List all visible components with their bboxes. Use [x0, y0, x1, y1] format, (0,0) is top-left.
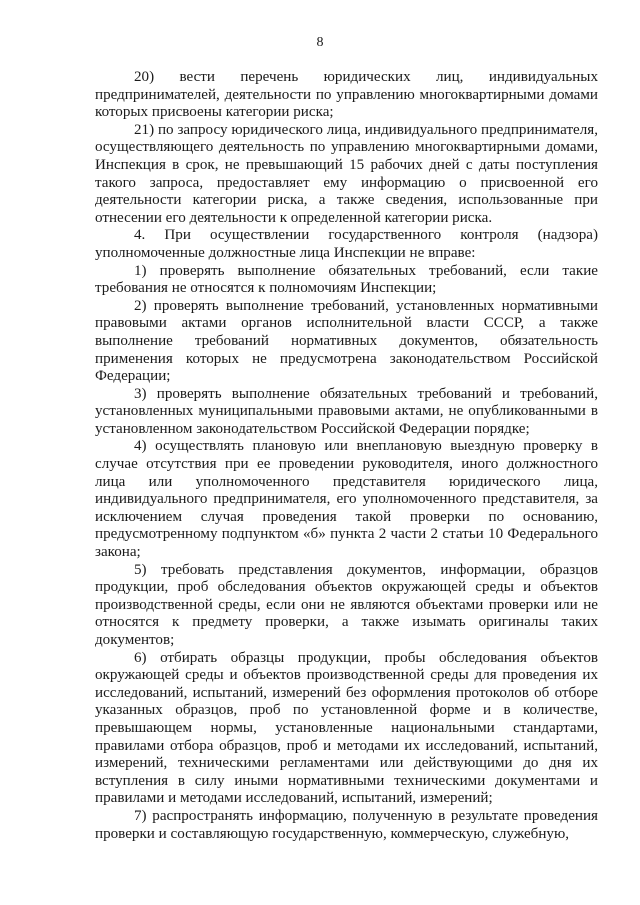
document-body — [95, 69, 598, 843]
page-number: 8 — [316, 35, 324, 50]
paragraph-item-6: 6) отбирать образцы продукции, пробы обследования объектов окружающей среды и объектов производственной среды для проведения их исследований, испытаний, измерений без оформления протоколов об отборе указанных образцов, проб по установленной форме и в количестве, превышающем нормы, установленные национальными стандартами, правилами отбора образцов, проб и методами их исследований, испытаний, измерений, техническими регламентами или действующими до дня их вступления в силу иными нормативными техническими документами и правилами и методами исследований, испытаний, измерений; — [95, 649, 598, 807]
paragraph-item-21: 21) по запросу юридического лица, индивидуального предпринимателя, осуществляющего деятельность по управлению многоквартирными домами, Инспекция в срок, не превышающий 15 рабочих дней с даты поступления такого запроса, предоставляет ему информацию о присвоенной его деятельности категории риска, а также сведения, использованные при отнесении его деятельности к определенной категории риска. — [95, 121, 598, 226]
paragraph-item-4: 4) осуществлять плановую или внеплановую выездную проверку в случае отсутствия при ее проведении руководителя, иного должностного лица или уполномоченного представителя юридического лица, индивидуального предпринимателя, его уполномоченного представителя, за исключением случая проведения такой проверки по основанию, предусмотренному подпунктом «б» пункта 2 части 2 статьи 10 Федерального закона; — [95, 438, 598, 561]
paragraph-item-20: 20) вести перечень юридических лиц, индивидуальных предпринимателей, деятельности по управлению многоквартирными домами которых присвоены категории риска; — [95, 69, 598, 121]
paragraph-item-2: 2) проверять выполнение требований, установленных нормативными правовыми актами органов исполнительной власти СССР, а также выполнение требований нормативных документов, обязательность применения которых не предусмотрена законодательством Российской Федерации; — [95, 297, 598, 385]
paragraph-section-4: 4. При осуществлении государственного контроля (надзора) уполномоченные должностные лица Инспекции не вправе: — [95, 227, 598, 261]
paragraph-item-7: 7) распространять информацию, полученную в результате проведения проверки и составляющую государственную, коммерческую, служебную, — [95, 807, 598, 842]
paragraph-item-5: 5) требовать представления документов, информации, образцов продукции, проб обследования объектов окружающей среды и объектов производственной среды, если они не являются объектами проверки или не относятся к предмету проверки, а также изымать оригиналы таких документов; — [95, 561, 598, 648]
paragraph-item-3: 3) проверять выполнение обязательных требований и требований, установленных муниципальными правовыми актами, не опубликованными в установленном законодательством Российской Федерации порядке; — [95, 385, 598, 437]
paragraph-item-1: 1) проверять выполнение обязательных требований, если такие требования не относятся к полномочиям Инспекции; — [95, 262, 598, 297]
